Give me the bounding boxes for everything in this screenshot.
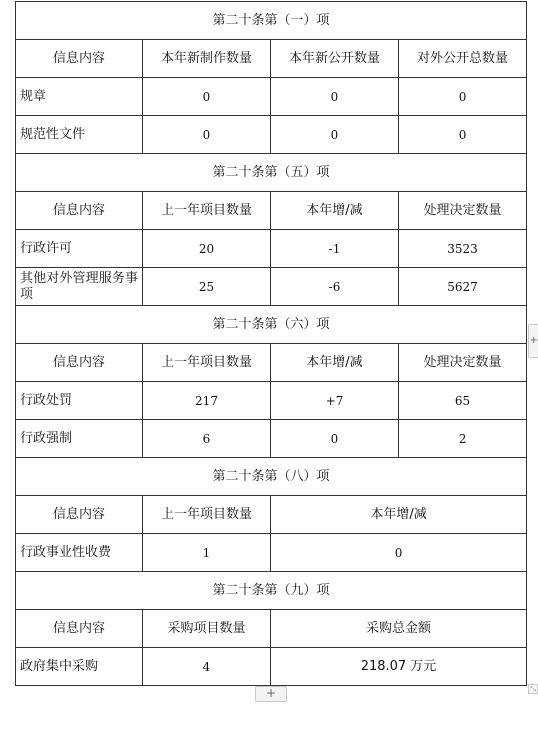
header-cell[interactable]: 信息内容 [16,496,143,534]
section-title[interactable]: 第二十条第（六）项 [16,306,527,344]
disclosure-table [15,1,527,686]
row-label[interactable]: 规范性文件 [16,116,143,154]
value-cell[interactable]: 0 [271,534,527,572]
section-title[interactable]: 第二十条第（八）项 [16,458,527,496]
value-cell[interactable]: 20 [143,230,271,268]
header-cell[interactable]: 采购总金额 [271,610,527,648]
section-title-row [16,2,527,40]
value-cell[interactable]: +7 [271,382,399,420]
header-cell[interactable]: 本年增/减 [271,192,399,230]
header-cell[interactable]: 本年新制作数量 [143,40,271,78]
value-cell[interactable]: 0 [143,78,271,116]
value-cell[interactable]: 217 [143,382,271,420]
value-cell[interactable]: 1 [143,534,271,572]
header-cell[interactable]: 对外公开总数量 [399,40,527,78]
header-row [16,496,527,534]
value-cell[interactable]: 3523 [399,230,527,268]
header-row [16,610,527,648]
row-label[interactable]: 政府集中采购 [16,648,143,686]
row-label[interactable]: 行政事业性收费 [16,534,143,572]
header-row [16,40,527,78]
value-cell[interactable]: 218.07 万元 [271,648,527,686]
header-cell[interactable]: 处理决定数量 [399,192,527,230]
header-cell[interactable]: 信息内容 [16,192,143,230]
section-title-row [16,306,527,344]
add-row-button[interactable]: + [255,686,287,702]
table-row [16,268,527,306]
header-cell[interactable]: 本年增/减 [271,344,399,382]
section-title[interactable]: 第二十条第（九）项 [16,572,527,610]
header-cell[interactable]: 信息内容 [16,610,143,648]
table-row [16,534,527,572]
section-title-row [16,154,527,192]
value-cell[interactable]: 4 [143,648,271,686]
value-cell[interactable]: 65 [399,382,527,420]
row-label[interactable]: 行政强制 [16,420,143,458]
table-row [16,420,527,458]
value-cell[interactable]: 0 [271,78,399,116]
section-title-row [16,458,527,496]
table-row [16,116,527,154]
add-column-button[interactable]: + [528,324,538,358]
header-cell[interactable]: 信息内容 [16,40,143,78]
row-label[interactable]: 其他对外管理服务事项 [16,268,143,306]
row-label[interactable]: 行政处罚 [16,382,143,420]
value-cell[interactable]: 0 [271,116,399,154]
header-row [16,192,527,230]
header-cell[interactable]: 上一年项目数量 [143,496,271,534]
value-cell[interactable]: 0 [399,78,527,116]
table-row [16,230,527,268]
value-cell[interactable]: 5627 [399,268,527,306]
table-row [16,382,527,420]
row-label[interactable]: 规章 [16,78,143,116]
value-cell[interactable]: 2 [399,420,527,458]
header-cell[interactable]: 本年新公开数量 [271,40,399,78]
table-row [16,78,527,116]
header-cell[interactable]: 上一年项目数量 [143,344,271,382]
header-cell[interactable]: 上一年项目数量 [143,192,271,230]
resize-handle-icon[interactable]: ⤡ [528,684,538,694]
value-cell[interactable]: -6 [271,268,399,306]
row-label[interactable]: 行政许可 [16,230,143,268]
header-row [16,344,527,382]
value-cell[interactable]: -1 [271,230,399,268]
section-title[interactable]: 第二十条第（五）项 [16,154,527,192]
value-cell[interactable]: 0 [143,116,271,154]
header-cell[interactable]: 采购项目数量 [143,610,271,648]
value-cell[interactable]: 0 [399,116,527,154]
value-cell[interactable]: 6 [143,420,271,458]
value-cell[interactable]: 0 [271,420,399,458]
value-cell[interactable]: 25 [143,268,271,306]
header-cell[interactable]: 处理决定数量 [399,344,527,382]
section-title-row [16,572,527,610]
header-cell[interactable]: 本年增/减 [271,496,527,534]
header-cell[interactable]: 信息内容 [16,344,143,382]
section-title[interactable]: 第二十条第（一）项 [16,2,527,40]
table-row [16,648,527,686]
